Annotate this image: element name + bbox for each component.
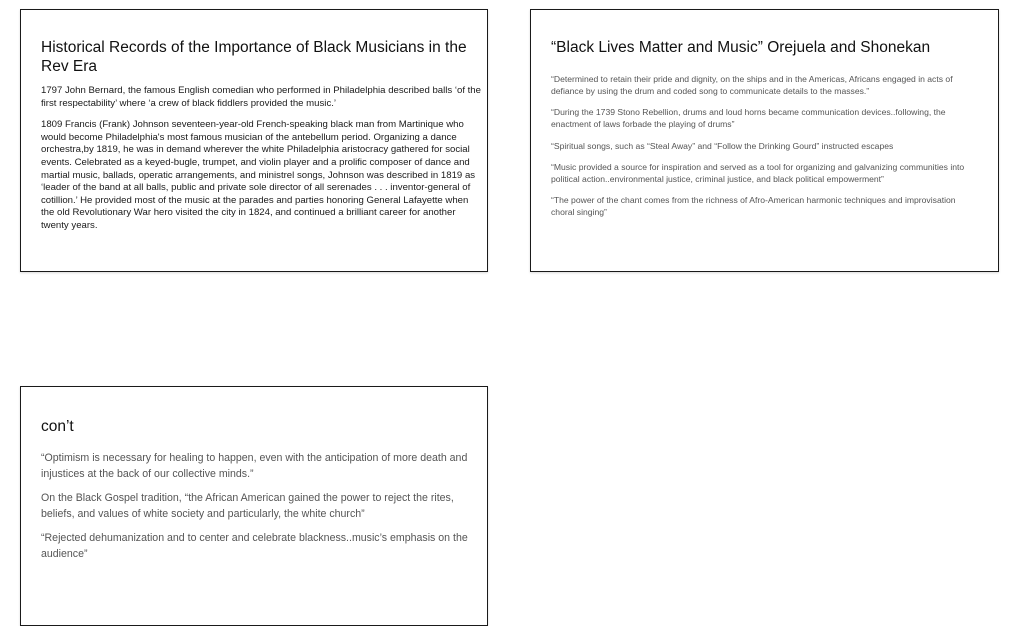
quote: “Rejected dehumanization and to center and celebrate blackness..music’s emphasis on the audience” bbox=[41, 532, 468, 560]
quote: On the Black Gospel tradition, “the African American gained the power to reject the rites, beliefs, and values of white society and particularly, the white church” bbox=[41, 492, 454, 520]
quote: “The power of the chant comes from the richness of Afro-American harmonic techniques and improvisation choral singing” bbox=[551, 195, 956, 218]
quote: “Determined to retain their pride and dignity, on the ships and in the Americas, Africans engaged in acts of defiance by using the drum and coded song to communicate details to the masses.” bbox=[551, 74, 953, 96]
quote: “Music provided a source for inspiration and served as a tool for organizing and galvanizing communities into political action..environmental justice, criminal justice, and black political empowerment” bbox=[551, 162, 965, 184]
slide-body bbox=[551, 74, 981, 219]
quote: “Spiritual songs, such as “Steal Away” and “Follow the Drinking Gourd” instructed escapes bbox=[551, 140, 894, 151]
quote: “During the 1739 Stono Rebellion, drums and loud horns became communication devices..following, the enactment of laws forbade the playing of drums” bbox=[551, 107, 946, 130]
paragraph: 1797 John Bernard, the famous English comedian who performed in Philadelphia described balls ‘of the first respectability’ where ‘a crew of black fiddlers provided the music.’ bbox=[41, 85, 481, 109]
slide-title: con’t bbox=[41, 418, 74, 435]
paragraph: 1809 Francis (Frank) Johnson seventeen-year-old French-speaking black man from Martinique who would become Philadelphia's most famous musician of the antebellum period. Organizing a dance orchestra,by 1819, he was in demand wherever the white Philadelphia aristocracy gathered for social events. Celebrated as a keyed-bugle, trumpet, and violin player and a prolific composer of dance and martial music, ballads, operatic arrangements, and ministrel songs, Johnson was described in 1819 as ‘leader of the band at all balls, public and private sole director of all serenades . . . inventor-general of cotillion.’ He provided most of the music at the parades and parties honoring General Lafayette when the old Revolutionary War hero visited the city in 1824, and continued a brilliant career for another twenty years. bbox=[41, 119, 476, 231]
slide-body bbox=[41, 85, 481, 233]
slide-title: “Black Lives Matter and Music” Orejuela and Shonekan bbox=[551, 39, 931, 56]
slide-body bbox=[41, 451, 481, 562]
quote: “Optimism is necessary for healing to happen, even with the anticipation of more death and injustices at the back of our collective minds.” bbox=[41, 452, 468, 480]
slide-continued[interactable] bbox=[20, 386, 488, 626]
slide-historical-records[interactable] bbox=[20, 9, 488, 272]
slide-black-lives-matter-and-music[interactable] bbox=[530, 9, 999, 272]
slide-title: Historical Records of the Importance of Black Musicians in the Rev Era bbox=[41, 39, 467, 75]
